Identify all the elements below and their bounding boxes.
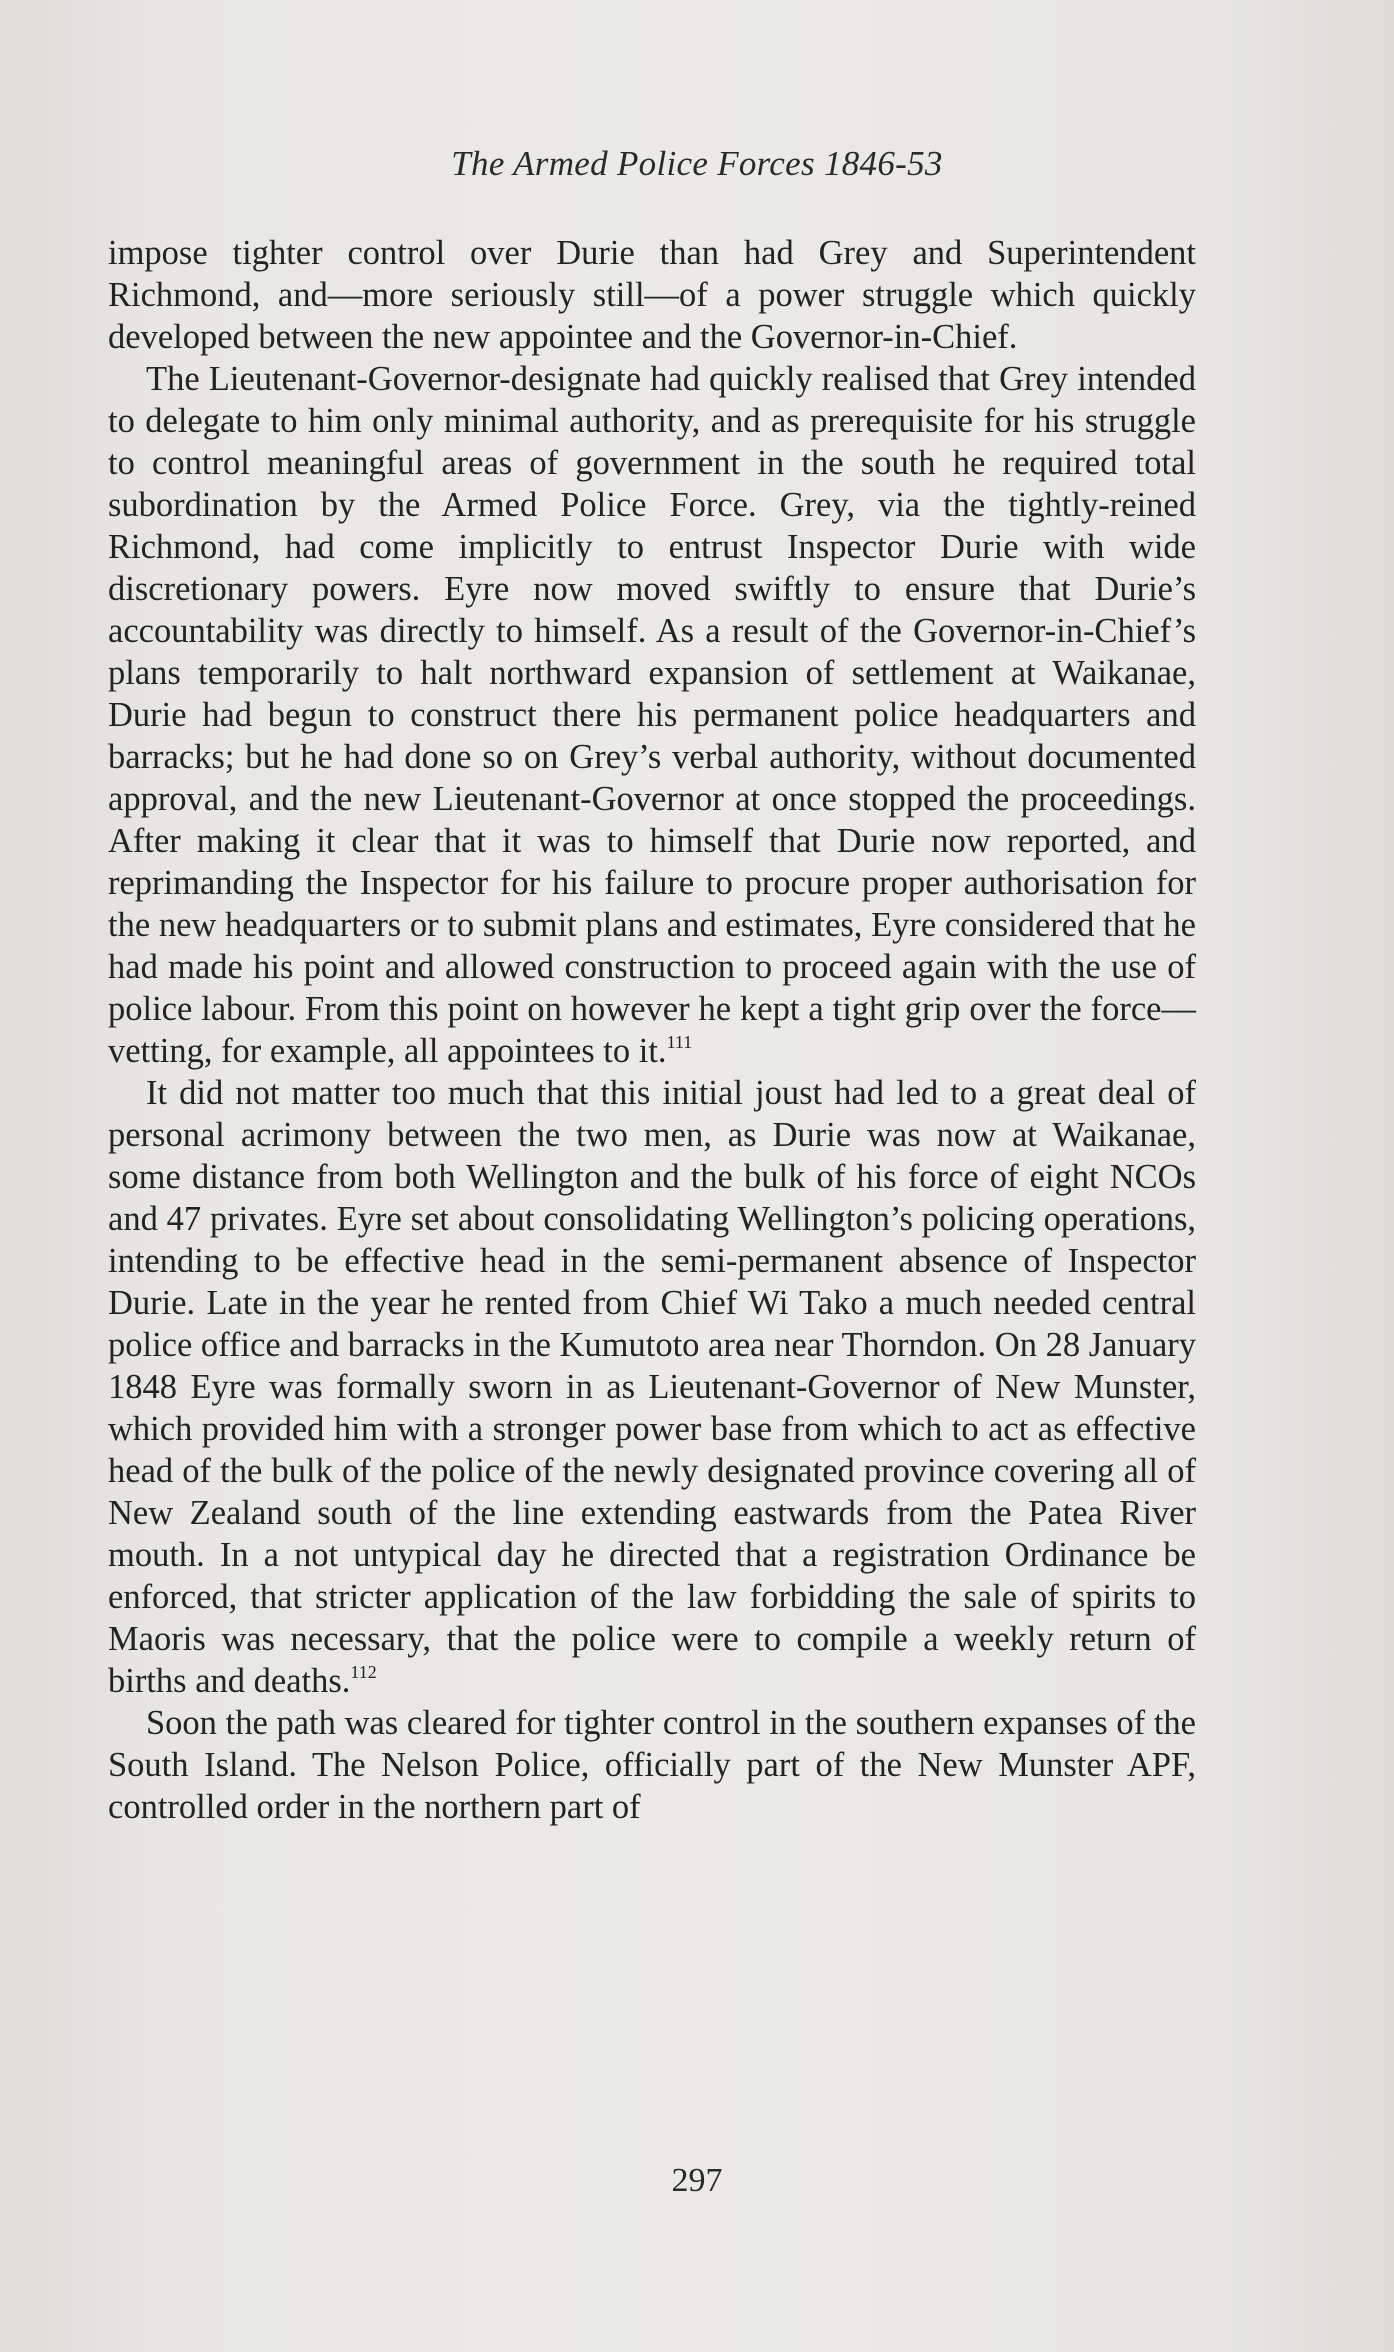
running-head: The Armed Police Forces 1846-53 <box>451 144 943 183</box>
paragraph <box>108 358 1196 1072</box>
footnote-reference: 112 <box>350 1662 377 1682</box>
paragraph <box>108 1702 1196 1828</box>
paragraph-text: It did not matter too much that this initial joust had led to a great deal of personal acrimony between the two men, as Durie was now at Waikanae, some distance from both Wellington and the bulk of his force of eight NCOs and 47 privates. Eyre set about consolidating Wellington’s policing operations, intending to be effective head in the semi-permanent absence of Inspector Durie. Late in the year he rented from Chief Wi Tako a much needed central police office and barracks in the Kumutoto area near Thorndon. On 28 January 1848 Eyre was formally sworn in as Lieutenant-Governor of New Munster, which provided him with a stronger power base from which to act as effective head of the bulk of the police of the newly designated province covering all of New Zealand south of the line extending eastwards from the Patea River mouth. In a not untypical day he directed that a registration Ordinance be enforced, that stricter application of the law forbidding the sale of spirits to Maoris was necessary, that the police were to compile a weekly return of births and deaths. <box>108 1074 1196 1700</box>
paragraph-text: The Lieutenant-Governor-designate had quickly realised that Grey intended to delegate to him only minimal authority, and as prerequisite for his struggle to control meaningful areas of government in the south he required total subordination by the Armed Police Force. Grey, via the tightly-reined Richmond, had come implicitly to entrust Inspector Durie with wide discretionary powers. Eyre now moved swiftly to ensure that Durie’s accountability was directly to himself. As a result of the Governor-in-Chief’s plans temporarily to halt northward expansion of settlement at Waikanae, Durie had begun to construct there his permanent police headquarters and barracks; but he had done so on Grey’s verbal authority, without documented approval, and the new Lieutenant-Governor at once stopped the proceedings. After making it clear that it was to himself that Durie now reported, and reprimanding the Inspector for his failure to procure proper authorisation for the new headquarters or to submit plans and estimates, Eyre considered that he had made his point and allowed construction to proceed again with the use of police labour. From this point on however he kept a tight grip over the force—vetting, for example, all appointees to it. <box>108 360 1196 1070</box>
paragraph-text: Soon the path was cleared for tighter control in the southern expanses of the South Island. The Nelson Police, officially part of the New Munster APF, controlled order in the northern part of <box>108 1704 1196 1826</box>
footnote-reference: 111 <box>666 1032 693 1052</box>
paragraph <box>108 232 1196 358</box>
body-text <box>108 232 1196 1828</box>
paragraph-text: impose tighter control over Durie than had Grey and Superintendent Richmond, and—more seriously still—of a power struggle which quickly developed between the new appointee and the Governor-in-Chief. <box>108 234 1196 356</box>
paragraph <box>108 1072 1196 1702</box>
page-number: 297 <box>671 2162 723 2199</box>
